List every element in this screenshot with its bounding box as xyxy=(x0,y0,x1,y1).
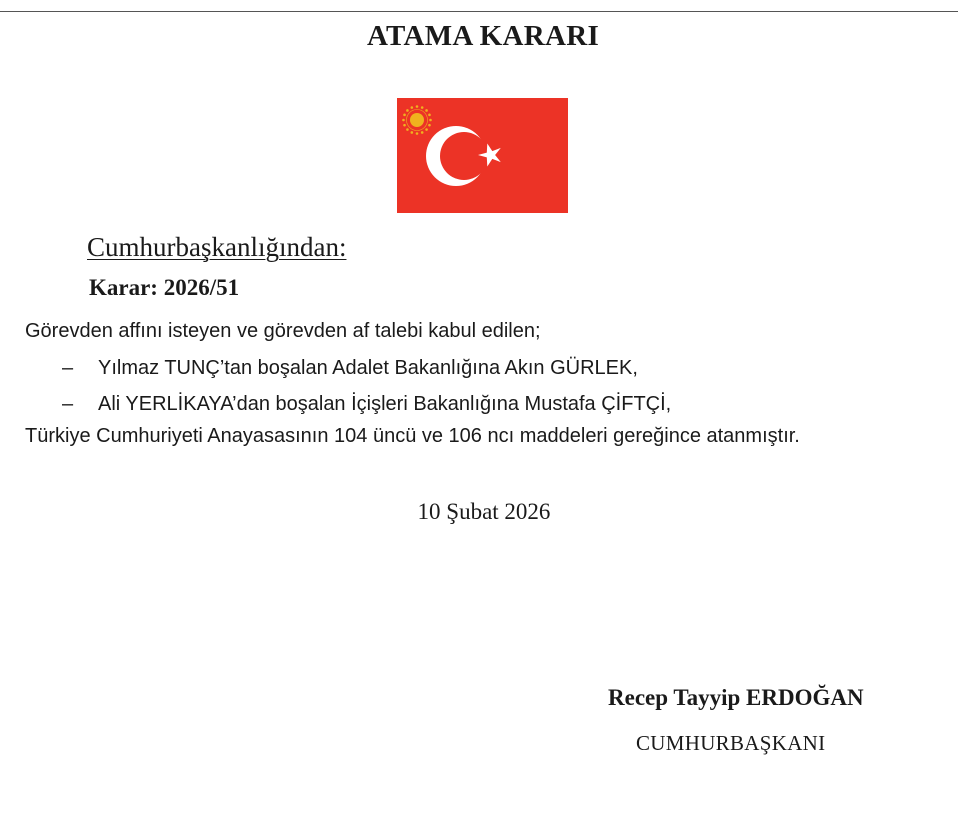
seal-star xyxy=(421,131,424,134)
seal-star xyxy=(406,109,409,112)
seal-star xyxy=(425,128,428,131)
seal-star xyxy=(411,106,414,109)
seal-star xyxy=(416,132,419,135)
intro-paragraph: Görevden affını isteyen ve görevden af talebi kabul edilen; xyxy=(25,320,541,342)
presidential-seal-icon xyxy=(402,105,432,135)
outro-paragraph: Türkiye Cumhuriyeti Anayasasının 104 üncü ve 106 ncı maddeleri gereğince atanmıştır. xyxy=(25,425,800,447)
signatory-title: CUMHURBAŞKANI xyxy=(636,731,826,755)
issuer-heading: Cumhurbaşkanlığından: xyxy=(87,232,347,262)
document-title: ATAMA KARARI xyxy=(366,20,600,52)
appointment-text: Yılmaz TUNÇ’tan boşalan Adalet Bakanlığına Akın GÜRLEK, xyxy=(98,357,638,379)
decree-date: 10 Şubat 2026 xyxy=(417,499,551,524)
seal-star xyxy=(428,124,431,127)
appointment-item xyxy=(62,393,671,416)
seal-star xyxy=(416,105,419,108)
seal-star xyxy=(402,119,405,122)
seal-star xyxy=(403,114,406,117)
seal-star xyxy=(425,109,428,112)
seal-star xyxy=(411,131,414,134)
crescent-inner xyxy=(440,132,488,180)
turkish-flag-icon xyxy=(397,98,568,213)
decision-number: Karar: 2026/51 xyxy=(89,275,240,300)
seal-star xyxy=(429,119,432,122)
seal-star xyxy=(403,124,406,127)
top-rule xyxy=(0,11,958,12)
bullet-dash: – xyxy=(62,357,74,379)
seal-star xyxy=(406,128,409,131)
signatory-name: Recep Tayyip ERDOĞAN xyxy=(608,685,864,710)
appointment-item xyxy=(62,357,638,380)
appointment-text: Ali YERLİKAYA’dan boşalan İçişleri Bakanlığına Mustafa ÇİFTÇİ, xyxy=(98,393,672,415)
seal-star xyxy=(428,114,431,117)
seal-star xyxy=(421,106,424,109)
bullet-dash: – xyxy=(62,393,74,415)
